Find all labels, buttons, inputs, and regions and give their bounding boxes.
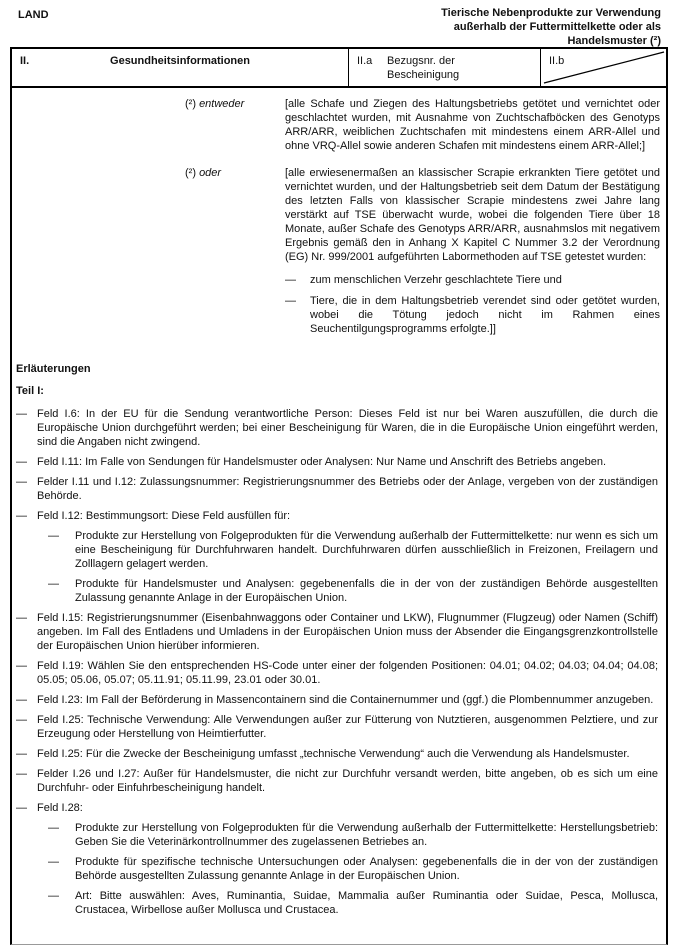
note-item-felder-i26-i27 [16, 767, 658, 795]
note-subitem [48, 529, 658, 571]
note-subitem [48, 889, 658, 917]
note-text: Feld I.25: Für die Zwecke der Bescheinigung umfasst „technische Verwendung“ auch die Verwendung als Handelsmuster. [37, 748, 630, 760]
note-text: Feld I.15: Registrierungsnummer (Eisenbahnwaggons oder Container und LKW), Flugnummer (Flugzeug) oder Namen (Schiff) angeben. Im Fall des Entladens und Umladens in der Europäischen Union muss der Absender die Eingangsgrenzkontrollstelle der Europäischen Union hierüber informieren. [37, 612, 658, 652]
dash-marker: — [16, 456, 27, 468]
note-text: Feld I.6: In der EU für die Sendung verantwortliche Person: Dieses Feld ist nur bei Waren auszufüllen, die durch die Europäische Union durchgeführt werden; bei einer Bescheinigung für Waren, die in die Europäische Union eingeführt werden, sind die Angaben nicht zwingend. [37, 408, 658, 448]
document-title-line: Tierische Nebenprodukte zur Verwendung [441, 7, 661, 19]
clause-text: [alle erwiesenermaßen an klassischer Scrapie erkrankten Tiere getötet und vernichtet wurden, und der Haltungsbetrieb seit dem Datum der Bestätigung des letzten Falls von klassischer Scrapie mindestens zwei Jahre lang verstärkt auf TSE überwacht wurde, wobei die folgenden Tiere über 18 Monate, außer Schafe des Genotyps ARR/ARR, ausnahmslos mit negativem Ergebnis gemäß den in Anhang X Kapitel C Nummer 3.2 der Verordnung (EG) Nr. 999/2001 aufgeführten Labormethoden auf TSE getestet wurden: [285, 167, 660, 263]
clause-subitem [285, 294, 660, 336]
note-item-felder-i11-i12 [16, 475, 658, 503]
dash-marker: — [16, 476, 27, 488]
dash-marker: — [285, 274, 296, 286]
country-label: LAND [18, 9, 49, 21]
note-item-feld-i28 [16, 801, 658, 917]
note-subitem-text: Produkte für spezifische technische Untersuchungen oder Analysen: gegebenenfalls die in der von der zuständigen Behörde ausgestellten Zulassung genannte Anlage in der Europäischen Union. [75, 856, 658, 882]
note-text: Felder I.26 und I.27: Außer für Handelsmuster, die nicht zur Durchfuhr versandt werden, bitte angeben, ob es sich um eine Durchfuhr- oder Einfuhrbescheinigung handelt. [37, 768, 658, 794]
dash-marker: — [16, 714, 27, 726]
header-cell-iib [540, 49, 666, 86]
document-title [241, 6, 661, 48]
clause-text: [alle Schafe und Ziegen des Haltungsbetriebs getötet und vernichtet oder geschlachtet wurden, mit Ausnahme von Zuchtschafböcken des Genotyps ARR/ARR, weiblichen Zuchtschafen mit mindestens einem ARR-Allel und ohne VRQ-Allel sowie anderen Schafen mit mindestens einem ARR-Allel;] [285, 98, 660, 152]
clause-subitem [285, 273, 660, 287]
field-number: II.b [549, 55, 565, 67]
note-subitem-text: Art: Bitte auswählen: Aves, Ruminantia, Suidae, Mammalia außer Ruminantia oder Suidae, Pesca, Mollusca, Crustacea, Wirbellose außer Mollusca und Crustacea. [75, 890, 658, 916]
note-text: Feld I.19: Wählen Sie den entsprechenden HS-Code unter einer der folgenden Positionen: 04.01; 04.02; 04.03; 04.04; 04.08; 05.05; 05.06, 05.07; 05.11.91; 05.11.99, 23.01 oder 30.01. [37, 660, 658, 686]
note-subitem [48, 855, 658, 883]
note-item-feld-i25-technisch [16, 713, 658, 741]
note-item-feld-i11 [16, 455, 658, 469]
note-subitem-text: Produkte für Handelsmuster und Analysen: gegebenenfalls die in der von der zuständigen Behörde ausgestellten Zulassung genannte Anlage in der Europäischen Union. [75, 578, 658, 604]
dash-marker: — [48, 578, 59, 590]
note-text: Felder I.11 und I.12: Zulassungsnummer: Registrierungsnummer des Betriebs oder der Anlage, vergeben von der zuständigen Behörde. [37, 476, 658, 502]
notes-heading: Erläuterungen [16, 363, 91, 375]
dash-marker: — [16, 694, 27, 706]
note-text: Feld I.28: [37, 802, 83, 814]
dash-marker: — [16, 510, 27, 522]
field-label: Bezugsnr. der Bescheinigung [387, 55, 460, 81]
dash-marker: — [285, 295, 296, 307]
note-item-feld-i25-zwecke [16, 747, 658, 761]
health-information-body [10, 88, 668, 945]
clause-marker [185, 166, 285, 264]
clause-entweder [185, 97, 666, 153]
note-subitem [48, 821, 658, 849]
field-number: II.a [357, 55, 373, 67]
dash-marker: — [16, 768, 27, 780]
dash-marker: — [48, 856, 59, 868]
dash-marker: — [16, 660, 27, 672]
dash-marker: — [16, 612, 27, 624]
clause-subitem-text: Tiere, die in dem Haltungsbetrieb verendet sind oder getötet wurden, wobei die Tötung jedoch nicht im Rahmen eines Seuchentilgungsprogramms erfolgte.]] [310, 295, 660, 335]
clause-keyword: oder [199, 167, 222, 179]
clause-keyword: entweder [199, 98, 245, 110]
document-title-line: Handelsmuster (²) [567, 35, 661, 47]
note-subitem-text: Produkte zur Herstellung von Folgeprodukten für die Verwendung außerhalb der Futtermittelkette: Herstellungsbetrieb: Geben Sie die Veterinärkontrollnummer des zugelassenen Betriebes an. [75, 822, 658, 848]
note-item-feld-i15 [16, 611, 658, 653]
note-item-feld-i6 [16, 407, 658, 449]
section-number: II. [20, 55, 30, 67]
header-cell-reference-number [348, 49, 540, 86]
note-item-feld-i12 [16, 509, 658, 605]
footnote-marker: (²) [185, 98, 196, 110]
header-cell-health-info [12, 49, 348, 86]
document-title-line: außerhalb der Futtermittelkette oder als [453, 21, 661, 33]
part-one-heading: Teil I: [16, 385, 44, 397]
note-text: Feld I.12: Bestimmungsort: Diese Feld ausfüllen für: [37, 510, 291, 522]
note-item-feld-i23 [16, 693, 658, 707]
footnote-marker: (²) [185, 167, 196, 179]
note-item-feld-i19 [16, 659, 658, 687]
clause-subitem-text: zum menschlichen Verzehr geschlachtete Tiere und [310, 274, 562, 286]
diagonal-strikethrough-line [541, 49, 666, 86]
dash-marker: — [48, 890, 59, 902]
dash-marker: — [16, 748, 27, 760]
dash-marker: — [48, 822, 59, 834]
dash-marker: — [48, 530, 59, 542]
dash-marker: — [16, 408, 27, 420]
clause-oder [185, 166, 666, 264]
note-subitem-text: Produkte zur Herstellung von Folgeprodukten für die Verwendung außerhalb der Futtermittelkette: nur wenn es sich um eine Bescheinigung für Durchfuhrwaren handelt. Durchfuhrwaren dürfen ausschließlich in Freizonen, Freilagern und Zolllagern gelagert werden. [75, 530, 658, 570]
note-subitem [48, 577, 658, 605]
section-title: Gesundheitsinformationen [110, 55, 250, 67]
clause-marker [185, 97, 285, 153]
section-header-row [10, 47, 668, 88]
note-text: Feld I.25: Technische Verwendung: Alle Verwendungen außer zur Fütterung von Nutztieren, ausgenommen Pelztiere, und zur Erzeugung oder Herstellung von Heimtierfutter. [37, 714, 658, 740]
dash-marker: — [16, 802, 27, 814]
note-text: Feld I.23: Im Fall der Beförderung in Massencontainern sind die Containernummer und (ggf.) die Plombennummer anzugeben. [37, 694, 654, 706]
note-text: Feld I.11: Im Falle von Sendungen für Handelsmuster oder Analysen: Nur Name und Anschrift des Betriebs angeben. [37, 456, 607, 468]
